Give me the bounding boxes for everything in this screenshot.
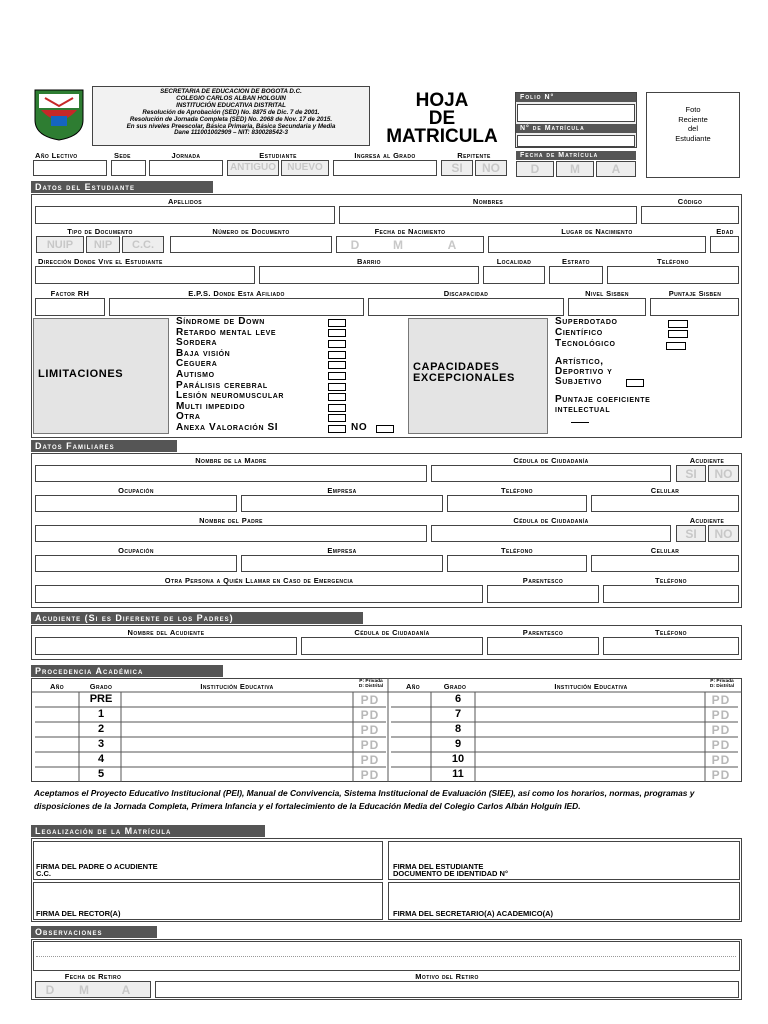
limitacion-item: Multi impedido bbox=[176, 400, 246, 412]
label-ingresa-grado: Ingresa al Grado bbox=[354, 151, 416, 160]
grado-right: 8 bbox=[454, 723, 462, 735]
anexa-no-label: NO bbox=[351, 422, 368, 433]
firma-estudiante-label: FIRMA DEL ESTUDIANTE bbox=[393, 862, 484, 871]
label-empresa-madre: Empresa bbox=[327, 486, 357, 495]
capacidad-item: Superdotado bbox=[555, 316, 618, 327]
label-barrio: Barrio bbox=[357, 257, 381, 266]
label-edad: Edad bbox=[716, 227, 734, 236]
grado-right: 10 bbox=[451, 753, 465, 765]
limitacion-checkbox[interactable] bbox=[328, 414, 346, 422]
anexa-si-checkbox[interactable] bbox=[328, 425, 346, 433]
photo-label: Foto bbox=[685, 105, 701, 114]
telefono-input[interactable] bbox=[607, 266, 739, 284]
label-eps: E.P.S. Donde Esta Afiliado bbox=[188, 289, 285, 298]
institution-line: Dane 111001002909 – NIT: 830028542-3 bbox=[174, 129, 288, 137]
ocupacion-madre-input[interactable] bbox=[35, 495, 237, 512]
edad-input[interactable] bbox=[710, 236, 739, 253]
label-cedula-padre: Cédula de Ciudadanía bbox=[513, 516, 589, 525]
discapacidad-input[interactable] bbox=[368, 298, 564, 316]
estrato-input[interactable] bbox=[549, 266, 603, 284]
label-ocupacion-padre: Ocupación bbox=[118, 546, 154, 555]
limitacion-item: Otra bbox=[176, 411, 201, 423]
pd-left[interactable]: PD bbox=[360, 753, 380, 767]
institution-line: COLEGIO CARLOS ALBAN HOLGUIN bbox=[176, 94, 286, 102]
puntaje-coeficiente-label: Puntaje coeficiente bbox=[555, 394, 651, 405]
grado-left: 2 bbox=[97, 723, 105, 735]
label-estrato: Estrato bbox=[562, 257, 590, 266]
institution-line: En sus niveles Preescolar, Básica Primaria, Básica Secundaria y Media bbox=[126, 122, 336, 130]
grado-left: 5 bbox=[97, 768, 105, 780]
telefono-acudiente-input[interactable] bbox=[603, 637, 739, 655]
section-familiares-header: Datos Familiares bbox=[31, 440, 177, 452]
parentesco-emergencia-input[interactable] bbox=[487, 585, 599, 603]
school-logo bbox=[31, 86, 87, 142]
firma-secretario-label: FIRMA DEL SECRETARIO(A) ACADEMICO(A) bbox=[393, 909, 553, 918]
academica-grid bbox=[31, 678, 742, 782]
firma-padre-box[interactable] bbox=[33, 841, 383, 880]
empresa-madre-input[interactable] bbox=[241, 495, 443, 512]
label-telefono-padre: Teléfono bbox=[501, 546, 533, 555]
limitacion-item: Síndrome de Down bbox=[176, 316, 265, 327]
celular-padre-input[interactable] bbox=[591, 555, 739, 572]
limitacion-checkbox[interactable] bbox=[328, 361, 346, 369]
label-nombre-acudiente: Nombre del Acudiente bbox=[127, 628, 205, 637]
padre-si-text: SI bbox=[685, 527, 697, 541]
repitente-no-text: NO bbox=[482, 161, 500, 175]
retiro-a: A bbox=[121, 983, 131, 997]
label-discapacidad: Discapacidad bbox=[443, 289, 489, 298]
limitacion-checkbox[interactable] bbox=[328, 393, 346, 401]
doc-nuip-text: NUIP bbox=[46, 239, 74, 251]
nombre-madre-input[interactable] bbox=[35, 465, 427, 482]
barrio-input[interactable] bbox=[259, 266, 479, 284]
eps-input[interactable] bbox=[109, 298, 364, 316]
capacidad-item: Científico bbox=[555, 327, 603, 338]
codigo-input[interactable] bbox=[641, 206, 739, 224]
anexa-no-checkbox[interactable] bbox=[376, 425, 394, 433]
artistico-label: Artístico, bbox=[555, 356, 604, 367]
capacidad-checkbox[interactable] bbox=[668, 330, 688, 338]
nac-a: A bbox=[447, 238, 457, 252]
direccion-input[interactable] bbox=[35, 266, 255, 284]
nivel-sisben-input[interactable] bbox=[568, 298, 646, 316]
limitacion-item: Autismo bbox=[176, 369, 215, 380]
apellidos-input[interactable] bbox=[35, 206, 335, 224]
fecha-a: A bbox=[611, 162, 621, 176]
pd-right[interactable]: PD bbox=[711, 708, 731, 722]
label-codigo: Código bbox=[677, 197, 703, 206]
nombre-acudiente-input[interactable] bbox=[35, 637, 297, 655]
label-repitente: Repitente bbox=[457, 151, 491, 160]
label-lugar-nacimiento: Lugar de Nacimiento bbox=[561, 227, 633, 236]
section-observaciones-header: Observaciones bbox=[31, 926, 157, 938]
motivo-retiro-input[interactable] bbox=[155, 981, 739, 998]
grado-right: 6 bbox=[454, 693, 462, 705]
doc-cc-text: C.C. bbox=[132, 239, 154, 251]
label-nombre-madre: Nombre de la Madre bbox=[195, 456, 267, 465]
limitacion-item: Baja visión bbox=[176, 347, 231, 359]
cedula-acudiente-input[interactable] bbox=[301, 637, 483, 655]
capacidad-item: Tecnológico bbox=[555, 338, 616, 349]
label-telefono-acudiente: Teléfono bbox=[655, 628, 687, 637]
parentesco-acudiente-input[interactable] bbox=[487, 637, 599, 655]
puntaje-coeficiente-label: intelectual bbox=[555, 404, 611, 415]
label-puntaje-sisben: Puntaje Sisben bbox=[668, 289, 722, 298]
firma-padre-cc: C.C. bbox=[36, 869, 51, 878]
limitacion-checkbox[interactable] bbox=[328, 329, 346, 337]
label-nivel-sisben: Nivel Sisben bbox=[585, 289, 629, 298]
grado-right: 7 bbox=[454, 708, 462, 720]
fecha-matricula-label: Fecha de Matrícula bbox=[516, 151, 636, 160]
capacidades-title: CAPACIDADES bbox=[413, 361, 500, 373]
sede-input[interactable] bbox=[111, 160, 146, 176]
matricula-number-label: N° de Matrícula bbox=[516, 124, 636, 133]
section-acudiente-header: Acudiente (Si es Diferente de los Padres) bbox=[31, 612, 363, 624]
section-legalizacion-header: Legalización de la Matrícula bbox=[31, 825, 265, 837]
label-ano-right: Año bbox=[405, 682, 421, 691]
grado-left: 1 bbox=[97, 708, 105, 720]
pd-right[interactable]: PD bbox=[711, 738, 731, 752]
retiro-d: D bbox=[45, 983, 55, 997]
label-estudiante: Estudiante bbox=[259, 151, 297, 160]
pd-left[interactable]: PD bbox=[360, 708, 380, 722]
label-direccion: Dirección Donde Vive el Estudiante bbox=[38, 257, 163, 266]
limitacion-checkbox[interactable] bbox=[328, 372, 346, 380]
fecha-d: D bbox=[530, 162, 540, 176]
grado-left: 4 bbox=[97, 753, 105, 765]
limitacion-checkbox[interactable] bbox=[328, 404, 346, 412]
section-academica-header: Procedencia Académica bbox=[31, 665, 223, 677]
grado-right: 9 bbox=[454, 738, 462, 750]
nombre-padre-input[interactable] bbox=[35, 525, 427, 542]
observaciones-dotted-line bbox=[36, 956, 736, 957]
pd-legend-left: P: Privada D: Distrital bbox=[358, 679, 384, 689]
nac-d: D bbox=[350, 238, 360, 252]
factor-rh-input[interactable] bbox=[35, 298, 105, 316]
limitacion-item: Ceguera bbox=[176, 358, 218, 370]
limitacion-item: Lesión neuromuscular bbox=[176, 390, 285, 402]
pd-right[interactable]: PD bbox=[711, 723, 731, 737]
institution-line: INSTITUCIÓN EDUCATIVA DISTRITAL bbox=[176, 101, 286, 109]
jornada-input[interactable] bbox=[149, 160, 223, 176]
institution-line: SECRETARIA DE EDUCACION DE BOGOTA D.C. bbox=[160, 88, 302, 95]
firma-rector-label: FIRMA DEL RECTOR(A) bbox=[36, 909, 121, 918]
label-numero-documento: Número de Documento bbox=[212, 227, 290, 236]
artistico-checkbox[interactable] bbox=[626, 379, 644, 387]
capacidad-checkbox[interactable] bbox=[666, 342, 686, 350]
emergencia-input[interactable] bbox=[35, 585, 483, 603]
pd-legend-right: P: Privada D: Distrital bbox=[709, 679, 735, 689]
telefono-emergencia-input[interactable] bbox=[603, 585, 739, 603]
label-acudiente-madre: Acudiente bbox=[689, 456, 725, 465]
limitacion-checkbox[interactable] bbox=[328, 351, 346, 359]
limitacion-item: Retardo mental leve bbox=[176, 326, 277, 338]
cedula-padre-input[interactable] bbox=[431, 525, 671, 542]
label-tipo-documento: Tipo de Documento bbox=[67, 227, 133, 236]
limitacion-checkbox[interactable] bbox=[328, 340, 346, 348]
doc-nip-text: NIP bbox=[93, 239, 113, 251]
label-sede: Sede bbox=[114, 151, 131, 160]
label-institucion-left: Institución Educativa bbox=[200, 682, 274, 691]
cedula-madre-input[interactable] bbox=[431, 465, 671, 482]
pd-left[interactable]: PD bbox=[360, 768, 380, 782]
label-celular-madre: Celular bbox=[650, 486, 680, 495]
limitacion-checkbox[interactable] bbox=[328, 319, 346, 327]
label-factor-rh: Factor RH bbox=[50, 289, 90, 298]
grado-right: 11 bbox=[452, 768, 464, 780]
pd-right[interactable]: PD bbox=[711, 693, 731, 707]
nac-m: M bbox=[393, 238, 403, 252]
label-ocupacion-madre: Ocupación bbox=[118, 486, 154, 495]
label-parentesco-acudiente: Parentesco bbox=[522, 628, 564, 637]
label-telefono-emergencia: Teléfono bbox=[655, 576, 687, 585]
label-fecha-retiro: Fecha de Retiro bbox=[64, 972, 122, 981]
label-fecha-nacimiento: Fecha de Nacimiento bbox=[374, 227, 446, 236]
madre-no-text: NO bbox=[714, 467, 733, 481]
institution-line: Resolución de Jornada Completa (SED) No. 2068 de Nov. 17 de 2015. bbox=[129, 115, 333, 123]
ano-lectivo-input[interactable] bbox=[33, 160, 107, 176]
label-nombre-padre: Nombre del Padre bbox=[199, 516, 263, 525]
photo-box bbox=[646, 92, 740, 178]
label-cedula-acudiente: Cédula de Ciudadanía bbox=[354, 628, 430, 637]
limitacion-checkbox[interactable] bbox=[328, 383, 346, 391]
celular-madre-input[interactable] bbox=[591, 495, 739, 512]
nombres-input[interactable] bbox=[339, 206, 637, 224]
telefono-padre-input[interactable] bbox=[447, 555, 587, 572]
grado-left: 3 bbox=[97, 738, 105, 750]
label-telefono-madre: Teléfono bbox=[501, 486, 533, 495]
label-jornada: Jornada bbox=[171, 151, 201, 160]
firma-estudiante-doc: DOCUMENTO DE IDENTIDAD N° bbox=[393, 869, 508, 878]
firma-padre-label: FIRMA DEL PADRE O ACUDIENTE bbox=[36, 862, 158, 871]
label-ano-lectivo: Año Lectivo bbox=[35, 151, 78, 160]
label-parentesco-emergencia: Parentesco bbox=[522, 576, 564, 585]
numero-documento-input[interactable] bbox=[170, 236, 332, 253]
disclaimer-text: Aceptamos el Proyecto Educativo Institucional (PEI), Manual de Convivencia, Sistema Institucional de Evaluación (SIEE), así como los horarios, normas, programas y disposiciones de la Jornada Completa, Primera Infancia y el fortalecimiento de la Educación Media del Colegio Carlos Albán Holguín IED. bbox=[34, 788, 695, 811]
photo-label: Estudiante bbox=[675, 133, 711, 143]
lugar-nacimiento-input[interactable] bbox=[488, 236, 706, 253]
label-apellidos: Apellidos bbox=[167, 197, 203, 206]
limitaciones-title: LIMITACIONES bbox=[38, 368, 124, 380]
pd-left[interactable]: PD bbox=[360, 693, 380, 707]
label-telefono: Teléfono bbox=[657, 257, 689, 266]
ocupacion-padre-input[interactable] bbox=[35, 555, 237, 572]
folio-input[interactable] bbox=[517, 104, 635, 122]
label-nombres: Nombres bbox=[472, 197, 504, 206]
empresa-padre-input[interactable] bbox=[241, 555, 443, 572]
pd-left[interactable]: PD bbox=[360, 738, 380, 752]
label-celular-padre: Celular bbox=[650, 546, 680, 555]
padre-no-text: NO bbox=[714, 527, 733, 541]
capacidades-title: EXCEPCIONALES bbox=[413, 372, 515, 384]
madre-si-text: SI bbox=[685, 467, 697, 481]
label-ano-left: Año bbox=[49, 682, 65, 691]
label-institucion-right: Institución Educativa bbox=[554, 682, 628, 691]
localidad-input[interactable] bbox=[483, 266, 545, 284]
folio-label: Folio N° bbox=[516, 93, 636, 102]
institution-box bbox=[92, 86, 370, 146]
nuevo-text: NUEVO bbox=[287, 162, 323, 173]
retiro-m: M bbox=[79, 983, 89, 997]
artistico-label: Subjetivo bbox=[555, 376, 603, 387]
photo-label: del bbox=[687, 124, 698, 133]
label-grado-left: Grado bbox=[89, 682, 113, 691]
repitente-si-text: SI bbox=[451, 161, 463, 175]
label-empresa-padre: Empresa bbox=[327, 546, 357, 555]
limitacion-item: Parálisis cerebral bbox=[176, 379, 268, 391]
page-title: HOJA DE MATRICULA bbox=[386, 90, 498, 147]
ingresa-grado-input[interactable] bbox=[333, 160, 437, 176]
pd-right[interactable]: PD bbox=[711, 753, 731, 767]
institution-line: Resolución de Aprobación (SED) No. 8875 de Dic. 7 de 2001. bbox=[142, 108, 320, 116]
antiguo-text: ANTIGUO bbox=[229, 162, 277, 173]
label-motivo-retiro: Motivo del Retiro bbox=[415, 972, 479, 981]
label-acudiente-padre: Acudiente bbox=[689, 516, 725, 525]
label-localidad: Localidad bbox=[496, 257, 532, 266]
section-estudiante-header: Datos del Estudiante bbox=[31, 181, 213, 193]
pd-right[interactable]: PD bbox=[711, 768, 731, 782]
matricula-number-input[interactable] bbox=[517, 135, 635, 147]
puntaje-coeficiente-line[interactable] bbox=[571, 422, 589, 423]
anexa-valoracion-label: Anexa Valoración SI bbox=[176, 422, 279, 433]
limitacion-item: Sordera bbox=[176, 337, 218, 349]
artistico-label: Deportivo y bbox=[555, 366, 613, 377]
pd-left[interactable]: PD bbox=[360, 723, 380, 737]
puntaje-sisben-input[interactable] bbox=[650, 298, 739, 316]
label-cedula-madre: Cédula de Ciudadanía bbox=[513, 456, 589, 465]
photo-label: Reciente bbox=[678, 114, 708, 124]
grado-left: PRE bbox=[89, 693, 113, 705]
label-grado-right: Grado bbox=[443, 682, 467, 691]
capacidad-checkbox[interactable] bbox=[668, 320, 688, 328]
fecha-m: M bbox=[570, 162, 580, 176]
label-emergencia: Otra Persona a Quién Llamar en Caso de Emergencia bbox=[164, 576, 354, 585]
telefono-madre-input[interactable] bbox=[447, 495, 587, 512]
